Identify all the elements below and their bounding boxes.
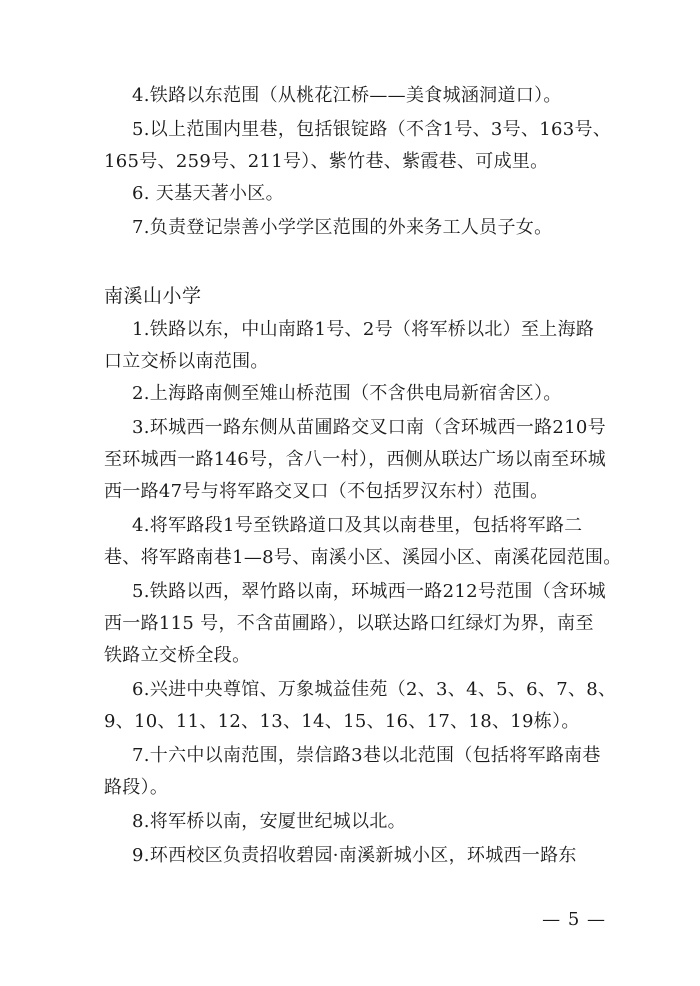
text-line: 口立交桥以南范围。 bbox=[104, 351, 269, 372]
text-line: 8.将军桥以南，安厦世纪城以北。 bbox=[132, 811, 406, 832]
paragraph-item-7 bbox=[104, 212, 614, 244]
text-line: 2.上海路南侧至雉山桥范围（不含供电局新宿舍区）。 bbox=[132, 383, 562, 404]
paragraph-b-item-4 bbox=[104, 510, 622, 574]
text-line: 6.兴进中央尊馆、万象城益佳苑（2、3、4、5、6、7、8、 bbox=[132, 679, 617, 700]
paragraph-b-item-6 bbox=[104, 674, 617, 738]
text-line: 7.十六中以南范围，崇信路3巷以北范围（包括将军路南巷 bbox=[132, 745, 601, 766]
text-line: 165号、259号、211号）、紫竹巷、紫霞巷、可成里。 bbox=[104, 151, 549, 172]
text-line: 3.环城西一路东侧从苗圃路交叉口南（含环城西一路210号 bbox=[132, 417, 606, 438]
paragraph-b-item-3 bbox=[104, 412, 614, 508]
text-line: 路段）。 bbox=[104, 777, 169, 798]
text-line: 巷、将军路南巷1—8号、南溪小区、溪园小区、南溪花园范围。 bbox=[104, 547, 622, 568]
paragraph-b-item-9 bbox=[104, 840, 614, 872]
text-line: 1.铁路以东，中山南路1号、2号（将军桥以北）至上海路 bbox=[132, 319, 595, 340]
text-line: 至环城西一路146号，含八一村），西侧从联达广场以南至环城 bbox=[104, 449, 607, 470]
text-line: 西一路47号与将军路交叉口（不包括罗汉东村）范围。 bbox=[104, 481, 549, 502]
paragraph-b-item-8 bbox=[104, 806, 614, 838]
paragraph-b-item-1 bbox=[104, 314, 614, 378]
paragraph-item-5 bbox=[104, 114, 614, 178]
paragraph-b-item-5 bbox=[104, 576, 614, 672]
paragraph-b-item-7 bbox=[104, 740, 614, 804]
text-line: 9.环西校区负责招收碧园·南溪新城小区，环城西一路东 bbox=[132, 845, 577, 866]
text-line: 6. 天基天著小区。 bbox=[132, 183, 284, 204]
paragraph-item-4 bbox=[104, 80, 614, 112]
page-number: — 5 — bbox=[542, 909, 606, 930]
text-line: 4.将军路段1号至铁路道口及其以南巷里，包括将军路二 bbox=[132, 515, 583, 536]
text-line: 铁路立交桥全段。 bbox=[104, 645, 251, 666]
text-line: 9、10、11、12、13、14、15、16、17、18、19栋）。 bbox=[104, 711, 580, 732]
text-line: 5.以上范围内里巷，包括银锭路（不含1号、3号、163号、 bbox=[132, 119, 612, 140]
section-heading: 南溪山小学 bbox=[104, 285, 202, 307]
text-line: 7.负责登记崇善小学学区范围的外来务工人员子女。 bbox=[132, 217, 553, 238]
paragraph-item-6 bbox=[104, 178, 614, 210]
text-line: 5.铁路以西，翠竹路以南，环城西一路212号范围（含环城 bbox=[132, 581, 606, 602]
text-line: 4.铁路以东范围（从桃花江桥——美食城涵洞道口）。 bbox=[132, 85, 562, 106]
paragraph-b-item-2 bbox=[104, 378, 614, 410]
text-line: 西一路115 号，不含苗圃路），以联达路口红绿灯为界，南至 bbox=[104, 613, 594, 634]
